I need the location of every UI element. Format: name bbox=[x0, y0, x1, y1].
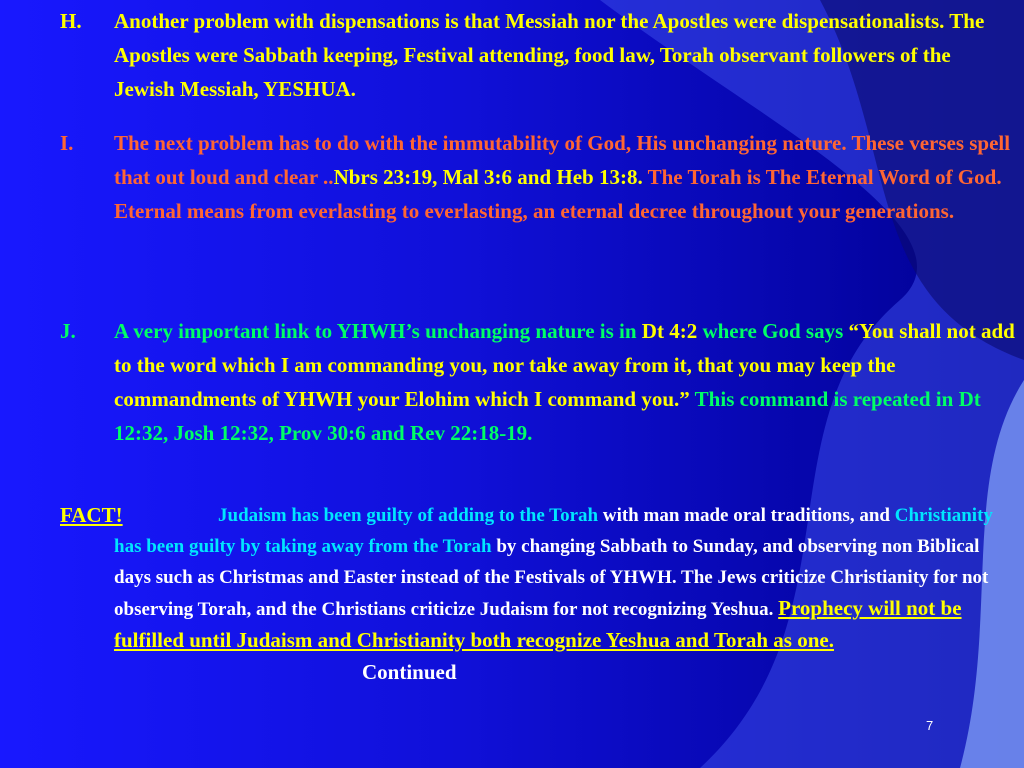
point-i bbox=[60, 126, 1015, 228]
fact-label: FACT! bbox=[60, 503, 123, 527]
fact-body bbox=[114, 500, 1015, 689]
point-i-body bbox=[114, 126, 1015, 228]
continued-label: Continued bbox=[362, 660, 457, 684]
point-h-text: Another problem with dispensations is that Messiah nor the Apostles were dispensationalists. The Apostles were Sabbath keeping, Festival attending, food law, Torah observant followers of the Jewish Messiah, YESHUA. bbox=[114, 9, 985, 101]
point-j-body bbox=[114, 314, 1015, 450]
fact-text-christianity: Christianity has been guilty by taking away from the Torah bbox=[114, 505, 993, 557]
point-j-text-1: A very important link to YHWH’s unchanging nature is in bbox=[114, 319, 642, 343]
fact-text-4: by changing Sabbath to Sunday, and observing non Biblical days such as Christmas and Easter instead of the Festivals of YHWH. The Jews criticize Christianity for not observing Torah, and the Christians criticize Judaism for not recognizing Yeshua. bbox=[114, 536, 989, 620]
point-i-text-2: The Torah is The Eternal Word of God. Eternal means from everlasting to everlasting, an eternal decree throughout your generations. bbox=[114, 165, 1002, 223]
point-j-marker: J. bbox=[60, 319, 76, 343]
point-j bbox=[60, 314, 1015, 450]
point-j-ref-2: Dt 12:32, Josh 12:32, Prov 30:6 and Rev 22:18-19. bbox=[114, 387, 981, 445]
fact-text-judaism: Judaism has been guilty of adding to the Torah bbox=[218, 505, 599, 526]
fact-section bbox=[60, 500, 1015, 689]
point-h-marker: H. bbox=[60, 9, 82, 33]
point-j-ref-1: Dt 4:2 bbox=[641, 319, 698, 343]
point-j-quote: “You shall not add to the word which I am commanding you, nor take away from it, that you may keep the commandments of YHWH your Elohim which I command you.” bbox=[114, 319, 1015, 411]
point-j-text-3: This command is repeated in bbox=[689, 387, 959, 411]
point-h bbox=[60, 4, 1015, 106]
point-i-refs: Nbrs 23:19, Mal 3:6 and Heb 13:8. bbox=[333, 165, 643, 189]
slide-number: 7 bbox=[926, 718, 934, 733]
point-i-text-1: The next problem has to do with the immutability of God, His unchanging nature. These verses spell that out loud and clear .. bbox=[114, 131, 1011, 189]
fact-text-2: with man made oral traditions, and bbox=[598, 505, 895, 526]
fact-prophecy: Prophecy will not be fulfilled until Judaism and Christianity both recognize Yeshua and Torah as one. bbox=[114, 596, 962, 652]
point-i-marker: I. bbox=[60, 131, 74, 155]
point-j-text-2: where God says bbox=[697, 319, 849, 343]
